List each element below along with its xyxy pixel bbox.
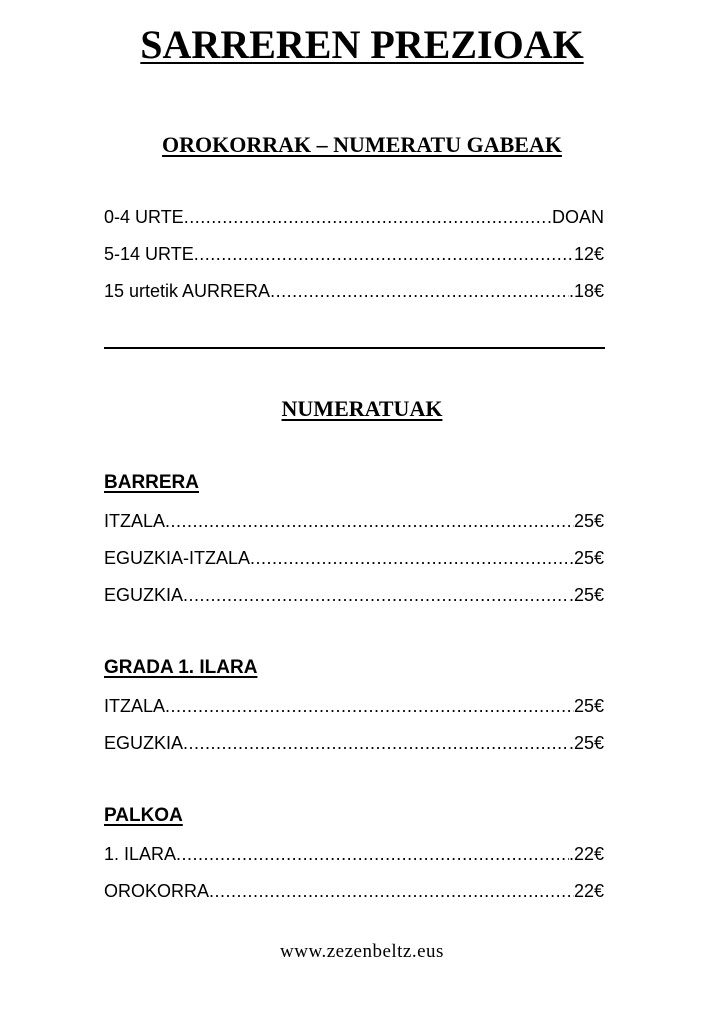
price-row-value: 12€ — [573, 244, 604, 264]
price-row-grada-eguzkia — [104, 732, 604, 769]
dot-leader — [194, 243, 574, 265]
price-row-value: .25€ — [568, 733, 604, 753]
dot-leader — [183, 584, 569, 606]
group-heading-barrera: BARRERA — [104, 472, 199, 493]
price-row-label: 1. ILARA — [104, 844, 177, 864]
dot-leader — [209, 880, 574, 902]
price-row-palkoa-orokorra — [104, 880, 604, 917]
price-row-barrera-eguzkia-itzala — [104, 547, 604, 584]
website-url[interactable]: www.zezenbeltz.eus — [280, 941, 444, 962]
price-row-value: 25€ — [573, 696, 604, 716]
dot-leader — [165, 510, 574, 532]
price-row-value: .18€ — [568, 281, 604, 301]
price-row-value: .22€ — [568, 844, 604, 864]
section-divider — [104, 347, 605, 349]
numbered-tickets-heading: NUMERATUAK — [281, 396, 443, 421]
dot-leader — [183, 732, 569, 754]
grada-price-list — [104, 695, 604, 769]
price-row-age-5-14 — [104, 243, 604, 280]
dot-leader — [176, 843, 569, 865]
price-row-value: 25€ — [573, 548, 604, 568]
price-row-label: EGUZKIA — [104, 733, 184, 753]
price-row-value: 22€ — [573, 881, 604, 901]
price-row-label: OROKORRA — [104, 881, 210, 901]
page-title: SARREREN PREZIOAK — [140, 22, 584, 67]
price-row-value: .DOAN — [546, 207, 604, 227]
price-row-barrera-eguzkia — [104, 584, 604, 621]
price-row-barrera-itzala — [104, 510, 604, 547]
barrera-price-list — [104, 510, 604, 621]
general-price-list — [104, 206, 604, 317]
price-row-label: ITZALA — [104, 696, 166, 716]
price-row-age-15-plus — [104, 280, 604, 317]
price-row-label: 0-4 URTE — [104, 207, 184, 227]
price-row-label: 5-14 URTE — [104, 244, 194, 264]
price-row-value: 25€ — [573, 511, 604, 531]
group-heading-palkoa: PALKOA — [104, 805, 183, 826]
price-row-age-0-4 — [104, 206, 604, 243]
dot-leader — [250, 547, 574, 569]
price-row-label: ITZALA — [104, 511, 166, 531]
palkoa-price-list — [104, 843, 604, 917]
price-row-label: EGUZKIA-ITZALA — [104, 548, 251, 568]
dot-leader — [270, 280, 569, 302]
price-row-value: .25€ — [568, 585, 604, 605]
group-heading-grada: GRADA 1. ILARA — [104, 657, 258, 678]
general-tickets-heading: OROKORRAK – NUMERATU GABEAK — [162, 132, 562, 157]
dot-leader — [165, 695, 574, 717]
price-row-label: 15 urtetik AURRERA — [104, 281, 271, 301]
price-row-palkoa-1-ilara — [104, 843, 604, 880]
dot-leader — [184, 206, 547, 228]
price-row-label: EGUZKIA — [104, 585, 184, 605]
price-row-grada-itzala — [104, 695, 604, 732]
